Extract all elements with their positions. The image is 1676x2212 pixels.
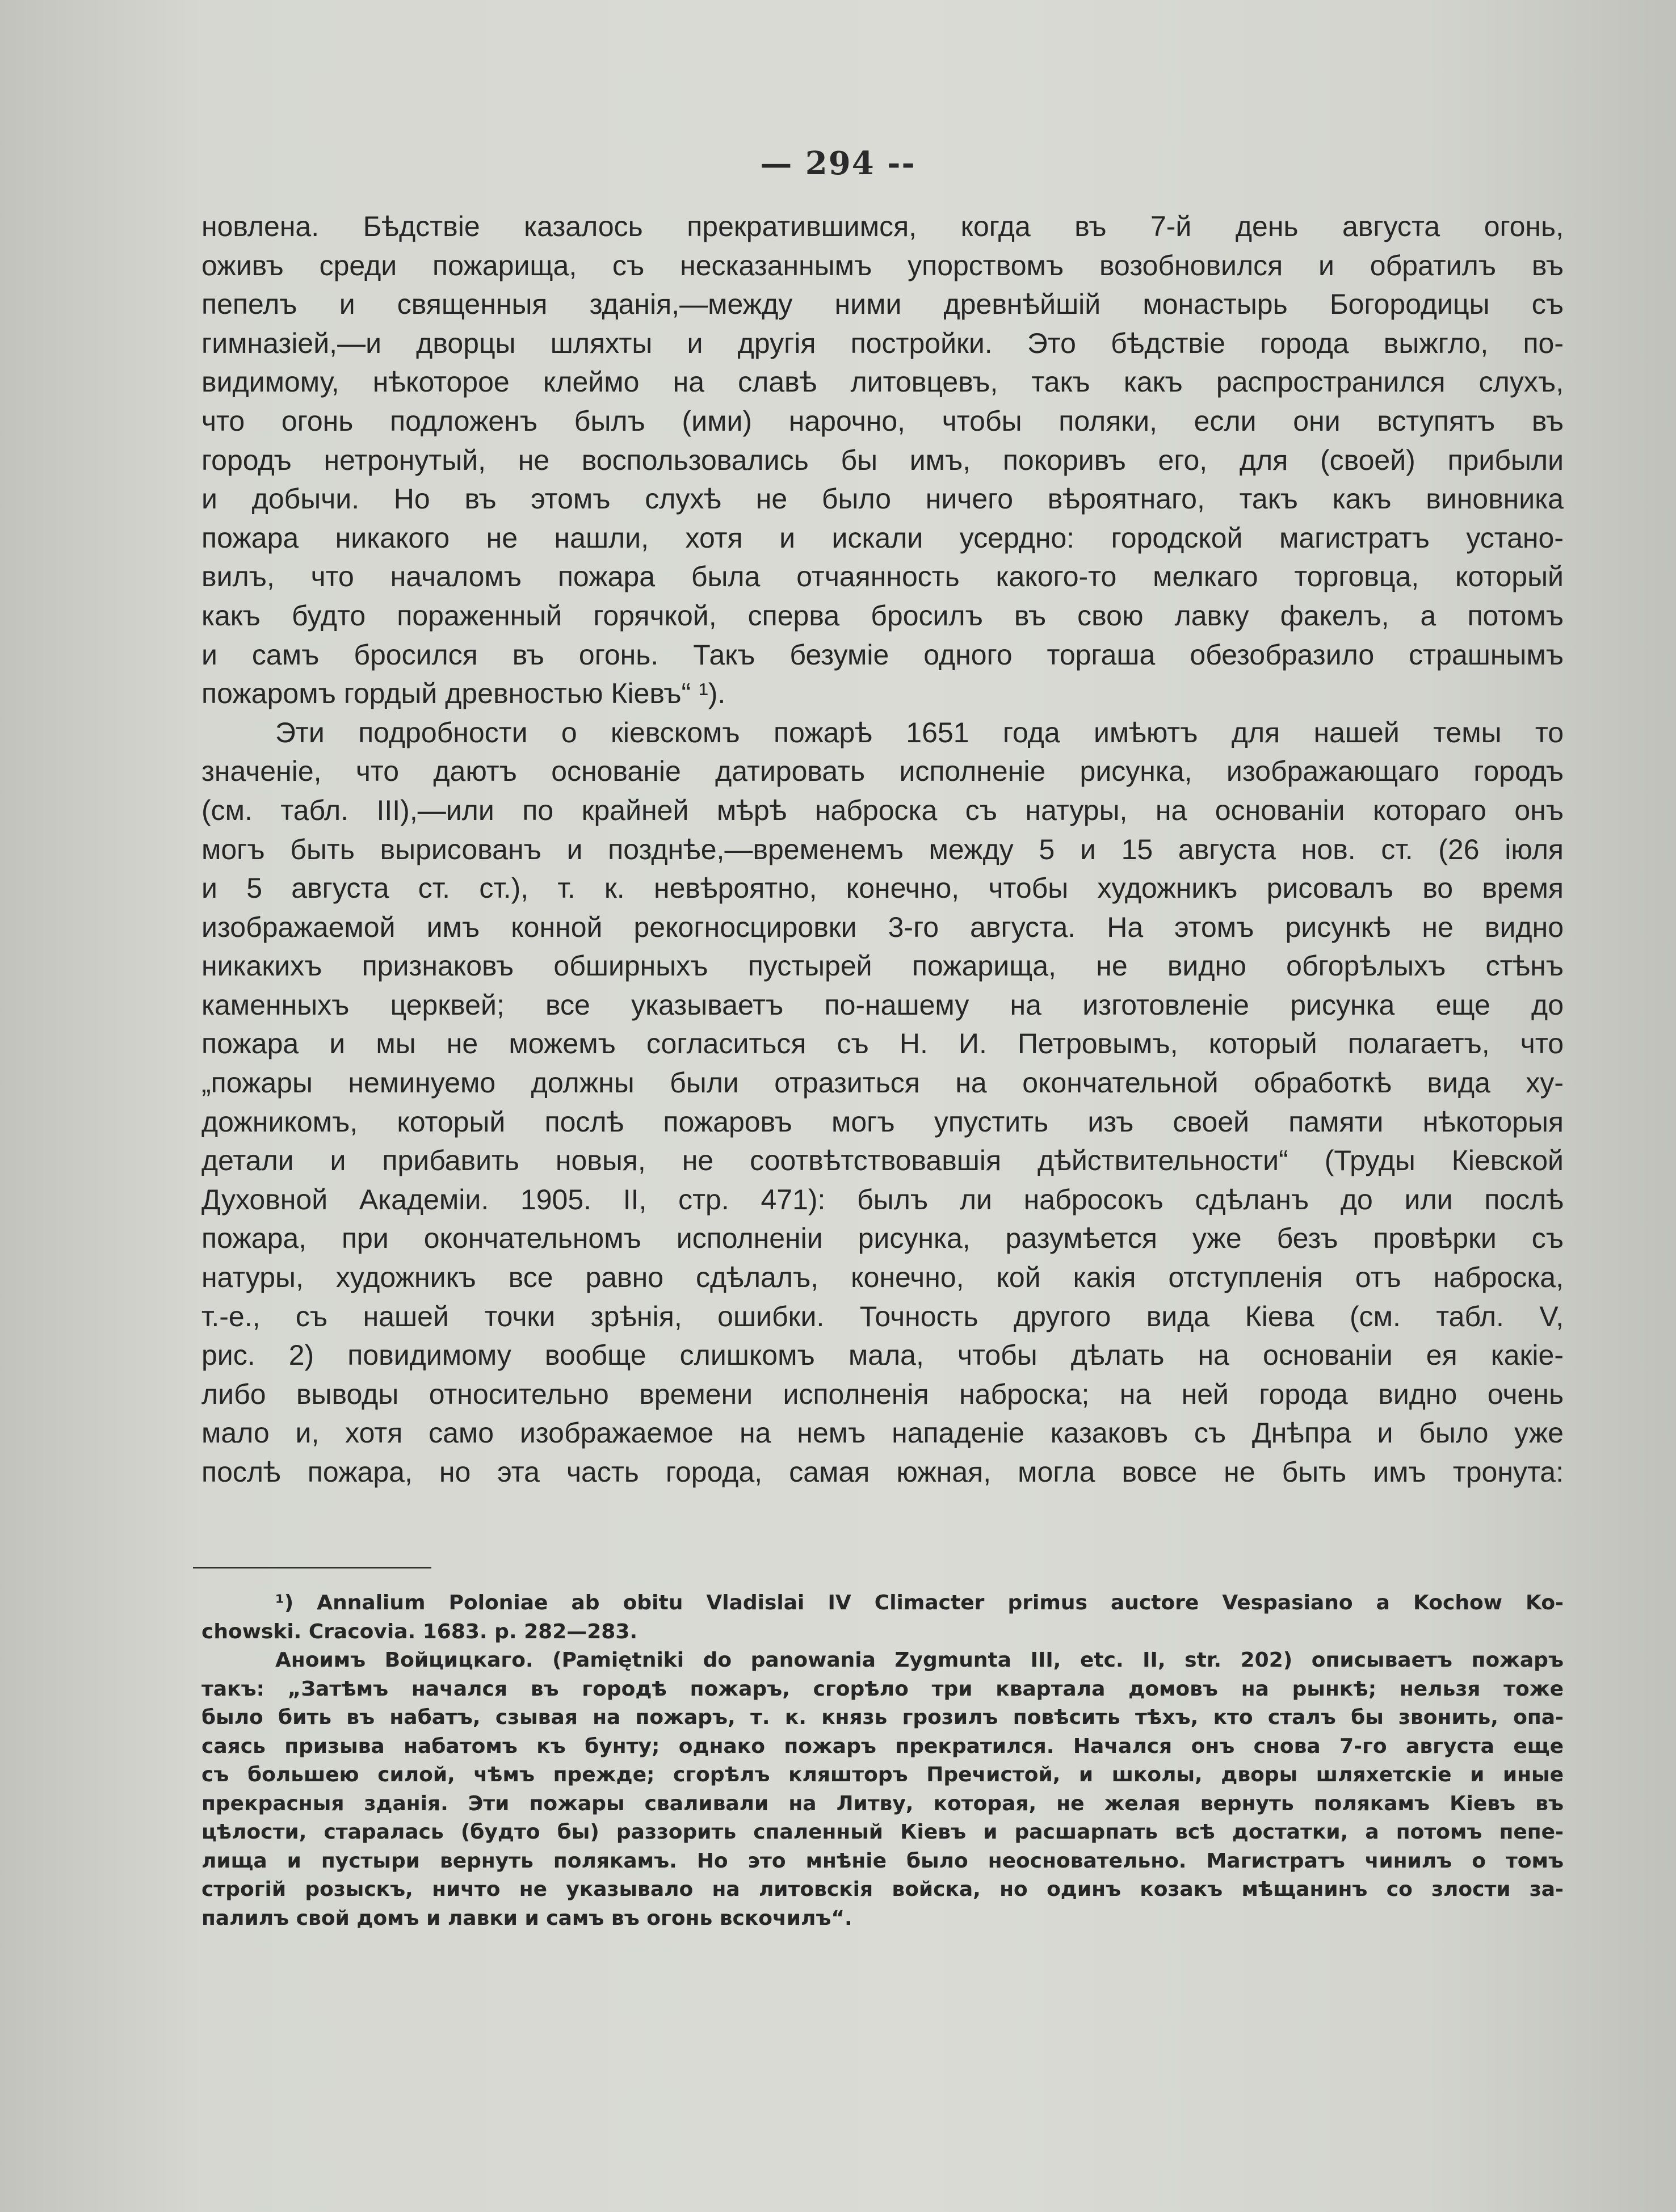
body-line: Духовной Академіи. 1905. II, стр. 471): былъ ли набросокъ сдѣланъ до или послѣ (201, 1183, 1564, 1216)
body-line: никакихъ признаковъ обширныхъ пустырей пожарища, не видно обгорѣлыхъ стѣнъ (201, 950, 1564, 982)
footnote-line: ¹) Annalium Poloniae ab obitu Vladislai IV Climacter primus auctore Vespasiano a Kochow Ko- (275, 1591, 1564, 1614)
body-line: каменныхъ церквей; все указываетъ по-нашему на изготовленіе рисунка еще до (201, 989, 1564, 1021)
body-line: пожара никакого не нашли, хотя и искали усердно: городской магистратъ устано- (201, 522, 1564, 554)
body-line: пепелъ и священныя зданія,—между ними древнѣйшій монастырь Богородицы съ (201, 288, 1564, 321)
footnote-line: цѣлости, старалась (будто бы) раззорить спаленный Кіевъ и расшарпать всѣ достатки, а потомъ пепе- (201, 1820, 1564, 1844)
body-line: пожаромъ гордый древностью Кіевъ“ ¹). (201, 678, 726, 710)
body-text (201, 207, 1564, 1492)
footnote-line: саясь призыва набатомъ къ бунту; однако пожаръ прекратился. Начался онъ снова 7-го августа еще (201, 1734, 1564, 1758)
footnotes (201, 1589, 1564, 1933)
footnote-line: лища и пустыри вернуть полякамъ. Но это мнѣніе было неосновательно. Магистратъ чинилъ о томъ (201, 1849, 1564, 1873)
body-line: т.-е., съ нашей точки зрѣнія, ошибки. Точность другого вида Кіева (см. табл. V, (201, 1300, 1564, 1332)
body-line: изображаемой имъ конной рекогносцировки 3-го августа. На этомъ рисункѣ не видно (201, 911, 1564, 943)
body-line: значеніе, что даютъ основаніе датировать исполненіе рисунка, изображающаго городъ (201, 755, 1564, 788)
body-line: мало и, хотя само изображаемое на немъ нападеніе казаковъ съ Днѣпра и было уже (201, 1417, 1564, 1449)
body-line: дожникомъ, который послѣ пожаровъ могъ упустить изъ своей памяти нѣкоторыя (201, 1105, 1564, 1138)
body-line: (см. табл. III),—или по крайней мѣрѣ наброска съ натуры, на основаніи котораго онъ (201, 794, 1564, 826)
body-line: натуры, художникъ все равно сдѣлалъ, конечно, кой какія отступленія отъ наброска, (201, 1261, 1564, 1294)
body-line: Эти подробности о кіевскомъ пожарѣ 1651 года имѣютъ для нашей темы то (275, 716, 1564, 748)
body-line: рис. 2) повидимому вообще слишкомъ мала, чтобы дѣлать на основаніи ея какіе- (201, 1339, 1564, 1372)
body-line: городъ нетронутый, не воспользовались бы имъ, покоривъ его, для (своей) прибыли (201, 444, 1564, 476)
body-line: пожара и мы не можемъ согласиться съ Н. И. Петровымъ, который полагаетъ, что (201, 1028, 1564, 1060)
footnote-line: было бить въ набатъ, сзывая на пожаръ, т. к. князь грозилъ повѣсить тѣхъ, кто сталъ бы звонить, опа- (201, 1706, 1564, 1729)
body-line: и 5 августа ст. ст.), т. к. невѣроятно, конечно, чтобы художникъ рисовалъ во время (201, 872, 1564, 905)
body-line: оживъ среди пожарища, съ несказаннымъ упорствомъ возобновился и обратилъ въ (201, 249, 1564, 281)
body-line: видимому, нѣкоторое клеймо на славѣ литовцевъ, такъ какъ распространился слухъ, (201, 366, 1564, 398)
footnote-line: такъ: „Затѣмъ начался въ городѣ пожаръ, сгорѣло три квартала домовъ на рынкѣ; нельзя тоже (201, 1677, 1564, 1701)
footnote-line: строгій розыскъ, ничто не указывало на литовскія войска, но одинъ козакъ мѣщанинъ со злости за- (201, 1878, 1564, 1901)
body-line: пожара, при окончательномъ исполненіи рисунка, разумѣется уже безъ провѣрки съ (201, 1222, 1564, 1255)
body-line: детали и прибавить новыя, не соотвѣтствовавшія дѣйствительности“ (Труды Кіевской (201, 1145, 1564, 1177)
body-line: и добычи. Но въ этомъ слухѣ не было ничего вѣроятнаго, такъ какъ виновника (201, 483, 1564, 515)
body-line: вилъ, что началомъ пожара была отчаянность какого-то мелкаго торговца, который (201, 561, 1564, 593)
body-line: либо выводы относительно времени исполненія наброска; на ней города видно очень (201, 1378, 1564, 1410)
footnote-line: прекрасныя зданія. Эти пожары сваливали на Литву, которая, не желая вернуть полякамъ Кіевъ въ (201, 1792, 1564, 1815)
body-line: новлена. Бѣдствіе казалось прекратившимся, когда въ 7-й день августа огонь, (201, 211, 1564, 242)
body-line: послѣ пожара, но эта часть города, самая южная, могла вовсе не быть имъ тронута: (201, 1456, 1564, 1488)
body-line: и самъ бросился въ огонь. Такъ безуміе одного торгаша обезобразило страшнымъ (201, 638, 1564, 671)
footnote-divider (193, 1567, 431, 1568)
body-line: могъ быть вырисованъ и позднѣе,—временемъ между 5 и 15 августа нов. ст. (26 іюля (201, 833, 1564, 865)
footnote-line: съ большею силой, чѣмъ прежде; сгорѣлъ кляшторъ Пречистой, и школы, дворы шляхетскіе и иные (201, 1763, 1564, 1786)
footnote-line: палилъ свой домъ и лавки и самъ въ огонь вскочилъ“. (201, 1906, 852, 1930)
footnote-line: chowski. Cracovia. 1683. p. 282—283. (201, 1620, 638, 1643)
footnote-line: Аноимъ Войцицкаго. (Pamiętniki do panowania Zygmunta III, etc. II, str. 202) описываетъ пожаръ (275, 1649, 1564, 1672)
body-line: гимназіей,—и дворцы шляхты и другія постройки. Это бѣдствіе города выжгло, по- (201, 327, 1564, 359)
body-line: что огонь подложенъ былъ (ими) нарочно, чтобы поляки, если они вступятъ въ (201, 405, 1564, 437)
body-line: „пожары неминуемо должны были отразиться на окончательной обработкѣ вида ху- (201, 1067, 1564, 1099)
body-line: какъ будто пораженный горячкой, сперва бросилъ въ свою лавку факелъ, а потомъ (201, 599, 1564, 632)
page-number: — 294 -- (760, 145, 916, 182)
